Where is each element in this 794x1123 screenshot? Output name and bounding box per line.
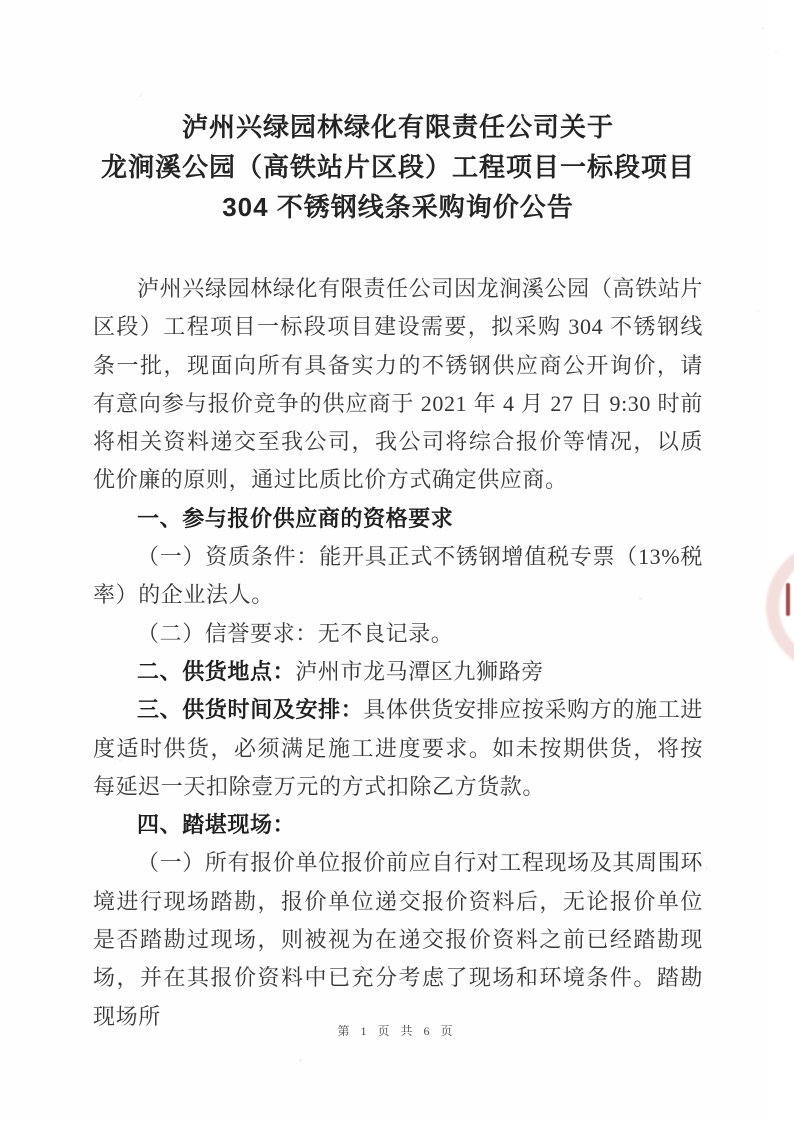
section1-item2: （二）信誉要求：无不良记录。 xyxy=(137,620,454,646)
section3-label: 三、供货时间及安排： xyxy=(137,697,364,723)
section4-item1: （一）所有报价单位报价前应自行对工程现场及其周围环境进行现场踏勘，报价单位递交报价资料后，无论报价单位是否踏勘过现场，则被视为在递交报价资料之前已经踏勘现场，并在其报价资料中已充分考虑了现场和环境条件。踏勘现场所 xyxy=(93,850,703,1029)
section4-heading xyxy=(93,806,703,844)
title-line-3: 304 不锈钢线条采购询价公告 xyxy=(222,192,574,222)
scan-noise-speckles xyxy=(0,0,1,1)
red-seal-stamp-mark-icon xyxy=(786,583,790,616)
section1-item1: （一）资质条件：能开具正式不锈钢增值税专票（13%税率）的企业法人。 xyxy=(93,544,703,608)
intro-paragraph: 泸州兴绿园林绿化有限责任公司因龙涧溪公园（高铁站片区段）工程项目一标段项目建设需要，拟采购 304 不锈钢线条一批，现面向所有具备实力的不锈钢供应商公开询价，请有意向参与报价竞争的供应商于 2021 年 4 月 27 日 9:30 时前将相关资料递交至我公司，我公司将综合报价等情况，以质优价廉的原则，通过比质比价方式确定供应商。 xyxy=(93,276,703,493)
section2-text: 泸州市龙马潭区九狮路旁 xyxy=(295,658,544,684)
title-line-1: 泸州兴绿园林绿化有限责任公司关于 xyxy=(181,112,614,142)
section3-paragraph xyxy=(93,691,703,806)
document-title xyxy=(93,107,703,227)
title-line-2: 龙涧溪公园（高铁站片区段）工程项目一标段项目 xyxy=(100,152,695,182)
section1-heading-text: 一、参与报价供应商的资格要求 xyxy=(137,505,454,531)
section1-heading xyxy=(93,500,703,538)
section4-heading-text: 四、踏堪现场： xyxy=(137,812,296,838)
section2-label: 二、供货地点： xyxy=(137,658,296,684)
page-number-footer: 第 1 页 共 6 页 xyxy=(337,1024,457,1038)
section3-text: 具体供货安排应按采购方的施工进度适时供货，必须满足施工进度要求。如未按期供货，将按每延迟一天扣除壹万元的方式扣除乙方货款。 xyxy=(93,697,703,799)
section2-paragraph xyxy=(93,653,703,691)
document-content xyxy=(93,107,703,1036)
document-body xyxy=(93,270,703,1036)
